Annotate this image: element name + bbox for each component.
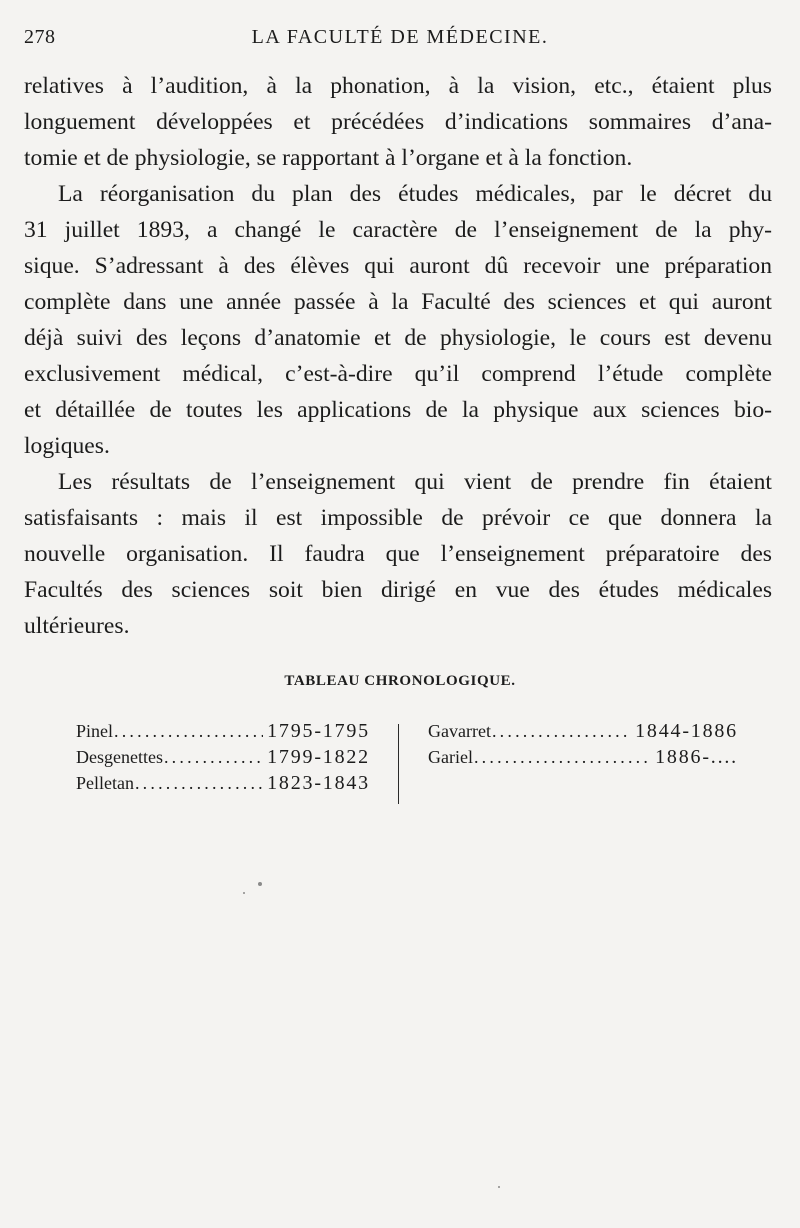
chronology-entry [76, 718, 370, 744]
text-line: relatives à l’audition, à la phonation, à la vision, etc., étaient plus [24, 73, 772, 99]
text-line: La réorganisation du plan des études médicales, par le décret du [58, 181, 772, 207]
text-line: longuement développées et précédées d’indications sommaires d’ana- [24, 109, 772, 135]
paper-speck [243, 892, 245, 894]
chronology-column-right [428, 718, 738, 770]
page-number: 278 [24, 26, 56, 48]
entry-dates: 1795-1795 [267, 720, 370, 742]
entry-name: Gariel [428, 747, 473, 767]
text-line: logiques. [24, 433, 110, 459]
text-line: 31 juillet 1893, a changé le caractère de l’enseignement de la phy- [24, 217, 772, 243]
text-line: et détaillée de toutes les applications de la physique aux sciences bio- [24, 397, 772, 423]
paper-speck [258, 882, 262, 886]
entry-name: Pelletan [76, 773, 134, 793]
entry-dates: 1886-.... [655, 746, 738, 768]
text-line: déjà suivi des leçons d’anatomie et de physiologie, le cours est devenu [24, 325, 772, 351]
body-text [24, 68, 772, 644]
entry-name: Pinel [76, 721, 114, 741]
chronology-entry [76, 770, 370, 796]
chronology-entry [76, 744, 370, 770]
chronology-entry [428, 718, 738, 744]
entry-name: Gavarret [428, 721, 491, 741]
entry-dates: 1823-1843 [267, 772, 370, 794]
chronology-column-left [76, 718, 370, 796]
chronology-entry [428, 744, 738, 770]
text-line: satisfaisants : mais il est impossible de prévoir ce que donnera la [24, 505, 772, 531]
dot-leader [135, 770, 263, 796]
text-line: nouvelle organisation. Il faudra que l’enseignement préparatoire des [24, 541, 772, 567]
running-title: LA FACULTÉ DE MÉDECINE. [251, 26, 549, 48]
text-line: Facultés des sciences soit bien dirigé en vue des études médicales [24, 577, 772, 603]
paper-speck [498, 1186, 500, 1188]
dot-leader [474, 744, 651, 770]
chronology-table [76, 718, 736, 804]
text-line: complète dans une année passée à la Faculté des sciences et qui auront [24, 289, 772, 315]
text-line: tomie et de physiologie, se rapportant à l’organe et à la fonction. [24, 145, 633, 171]
running-head [24, 26, 776, 56]
text-line: sique. S’adressant à des élèves qui auront dû recevoir une préparation [24, 253, 772, 279]
column-divider [398, 724, 399, 804]
dot-leader [492, 718, 631, 744]
entry-dates: 1799-1822 [267, 746, 370, 768]
chronology-title: TABLEAU CHRONOLOGIQUE. [284, 673, 516, 689]
entry-dates: 1844-1886 [635, 720, 738, 742]
dot-leader [164, 744, 263, 770]
dot-leader [114, 718, 263, 744]
text-line: ultérieures. [24, 613, 130, 639]
text-line: Les résultats de l’enseignement qui vient de prendre fin étaient [58, 469, 772, 495]
entry-name: Desgenettes [76, 747, 163, 767]
text-line: exclusivement médical, c’est-à-dire qu’il comprend l’étude complète [24, 361, 772, 387]
